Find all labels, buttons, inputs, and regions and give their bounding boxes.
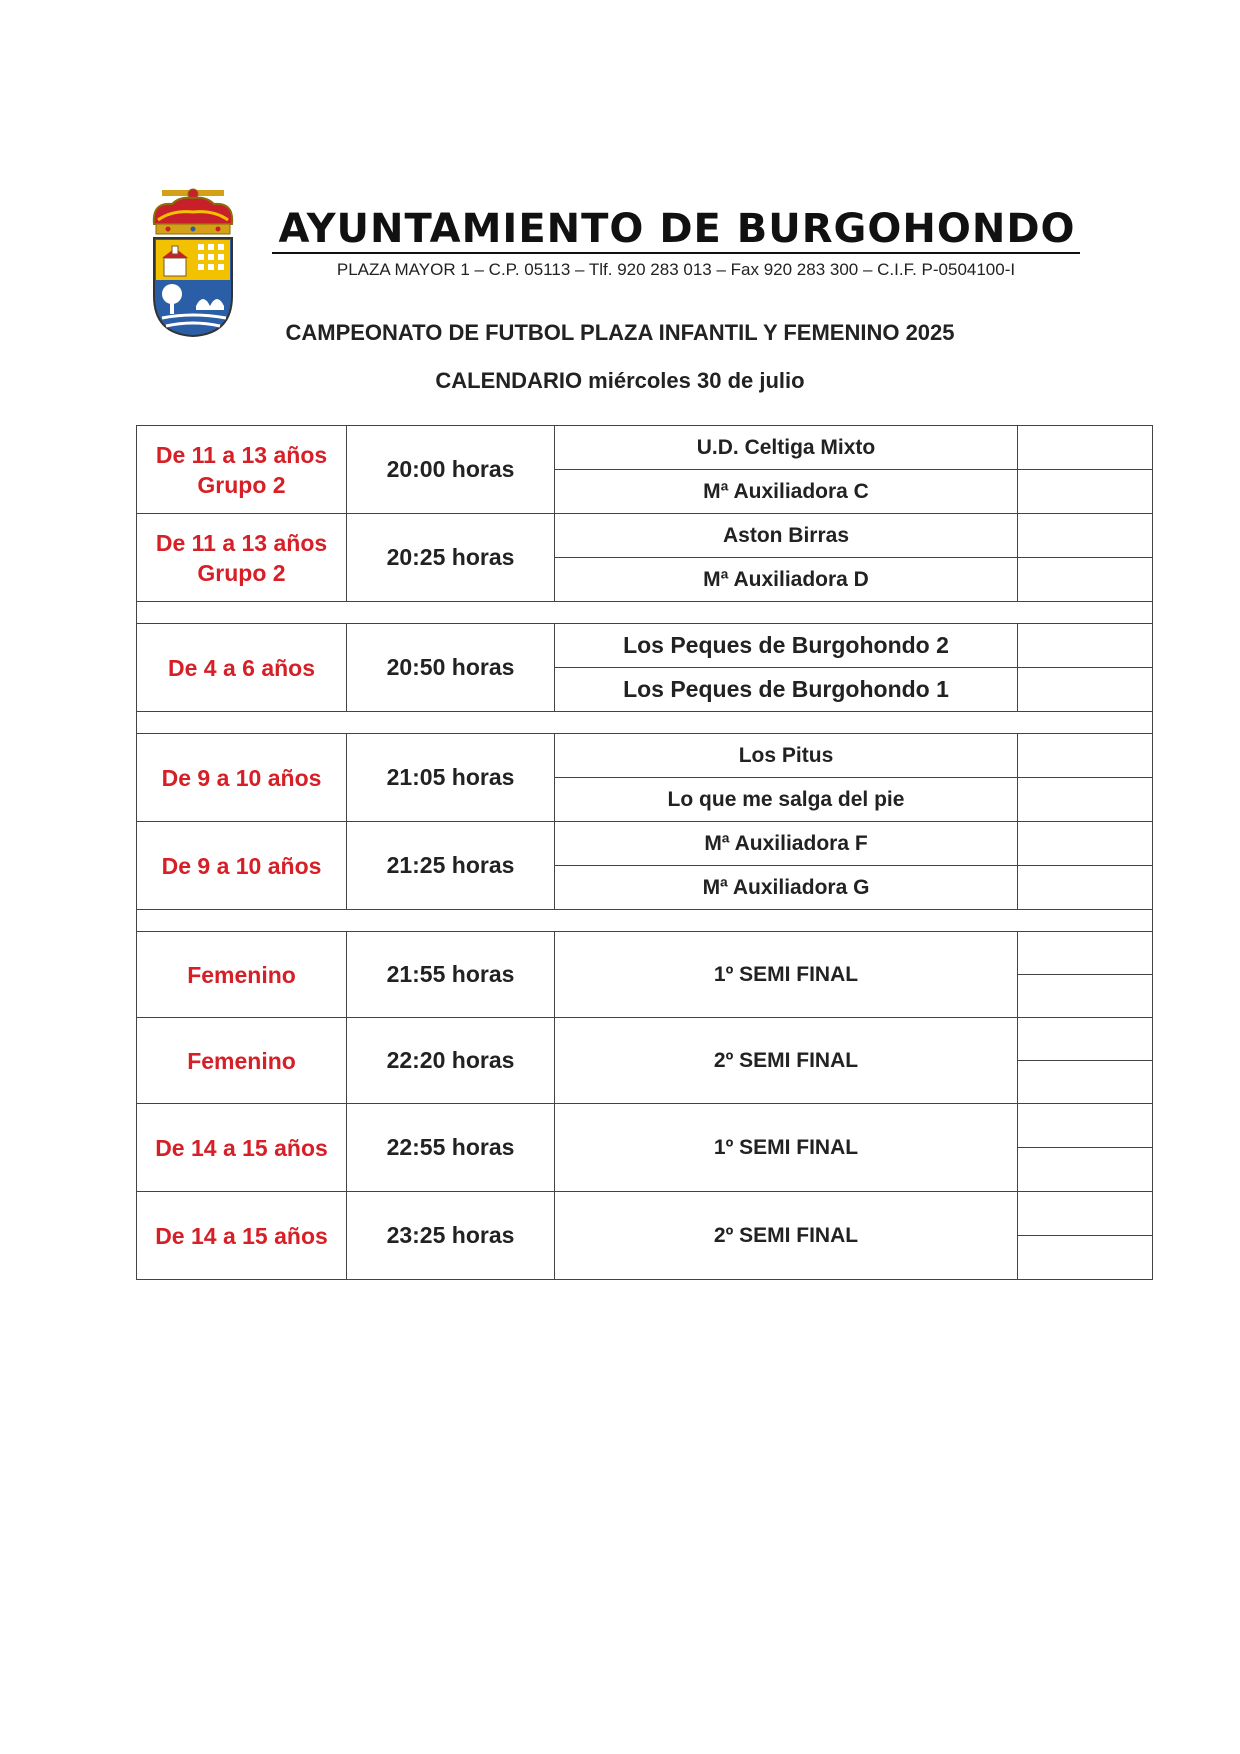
score-cell	[1018, 866, 1153, 910]
score-cell	[1018, 1061, 1153, 1104]
match-stage: 1º SEMI FINAL	[555, 1104, 1018, 1192]
org-name: AYUNTAMIENTO DE BURGOHONDO	[278, 206, 1076, 252]
team-home: Mª Auxiliadora F	[555, 822, 1018, 866]
score-cell	[1018, 822, 1153, 866]
team-home: U.D. Celtiga Mixto	[555, 426, 1018, 470]
match-category	[137, 514, 347, 602]
document-title: CAMPEONATO DE FUTBOL PLAZA INFANTIL Y FEMENINO 2025	[285, 320, 955, 345]
score-cell	[1018, 558, 1153, 602]
category-label: De 11 a 13 años	[155, 441, 328, 468]
match-time: 23:25 horas	[347, 1192, 555, 1280]
match-time: 20:50 horas	[347, 624, 555, 712]
match-category	[137, 426, 347, 514]
score-cell	[1018, 932, 1153, 975]
spacer-row	[137, 910, 1153, 932]
team-home: Los Pitus	[555, 734, 1018, 778]
team-away: Mª Auxiliadora D	[555, 558, 1018, 602]
table-row	[137, 932, 1153, 975]
document-subtitle: CALENDARIO miércoles 30 de julio	[435, 368, 805, 393]
team-away: Los Peques de Burgohondo 1	[555, 668, 1018, 712]
spacer-row	[137, 712, 1153, 734]
score-cell	[1018, 975, 1153, 1018]
team-away: Lo que me salga del pie	[555, 778, 1018, 822]
match-category: De 14 a 15 años	[137, 1192, 347, 1280]
table-row	[137, 734, 1153, 778]
team-away: Mª Auxiliadora G	[555, 866, 1018, 910]
group-label: Grupo 2	[197, 559, 286, 586]
match-time: 20:25 horas	[347, 514, 555, 602]
score-cell	[1018, 426, 1153, 470]
table-row	[137, 1192, 1153, 1236]
match-category: De 14 a 15 años	[137, 1104, 347, 1192]
match-stage: 1º SEMI FINAL	[555, 932, 1018, 1018]
match-category: De 9 a 10 años	[137, 822, 347, 910]
spacer-cell	[137, 910, 1153, 932]
match-time: 21:25 horas	[347, 822, 555, 910]
category-label: De 11 a 13 años	[155, 529, 328, 556]
municipal-crest-icon	[150, 188, 236, 340]
match-category: De 4 a 6 años	[137, 624, 347, 712]
score-cell	[1018, 734, 1153, 778]
match-category: Femenino	[137, 1018, 347, 1104]
spacer-cell	[137, 712, 1153, 734]
match-time: 21:05 horas	[347, 734, 555, 822]
table-row	[137, 426, 1153, 470]
match-schedule-table	[136, 425, 1153, 1280]
header-divider	[272, 252, 1080, 254]
match-time: 22:20 horas	[347, 1018, 555, 1104]
match-category: De 9 a 10 años	[137, 734, 347, 822]
match-stage: 2º SEMI FINAL	[555, 1018, 1018, 1104]
table-row	[137, 1104, 1153, 1148]
spacer-row	[137, 602, 1153, 624]
match-stage: 2º SEMI FINAL	[555, 1192, 1018, 1280]
spacer-cell	[137, 602, 1153, 624]
score-cell	[1018, 514, 1153, 558]
match-category: Femenino	[137, 932, 347, 1018]
score-cell	[1018, 624, 1153, 668]
score-cell	[1018, 1236, 1153, 1280]
score-cell	[1018, 1148, 1153, 1192]
score-cell	[1018, 1104, 1153, 1148]
match-time: 22:55 horas	[347, 1104, 555, 1192]
table-row	[137, 624, 1153, 668]
table-row	[137, 1018, 1153, 1061]
score-cell	[1018, 1192, 1153, 1236]
match-time: 21:55 horas	[347, 932, 555, 1018]
team-home: Los Peques de Burgohondo 2	[555, 624, 1018, 668]
match-time: 20:00 horas	[347, 426, 555, 514]
score-cell	[1018, 778, 1153, 822]
score-cell	[1018, 1018, 1153, 1061]
org-address: PLAZA MAYOR 1 – C.P. 05113 – Tlf. 920 283 013 – Fax 920 283 300 – C.I.F. P-0504100-I	[336, 260, 1016, 279]
team-home: Aston Birras	[555, 514, 1018, 558]
table-row	[137, 822, 1153, 866]
team-away: Mª Auxiliadora C	[555, 470, 1018, 514]
group-label: Grupo 2	[197, 471, 286, 498]
score-cell	[1018, 668, 1153, 712]
table-row	[137, 514, 1153, 558]
score-cell	[1018, 470, 1153, 514]
